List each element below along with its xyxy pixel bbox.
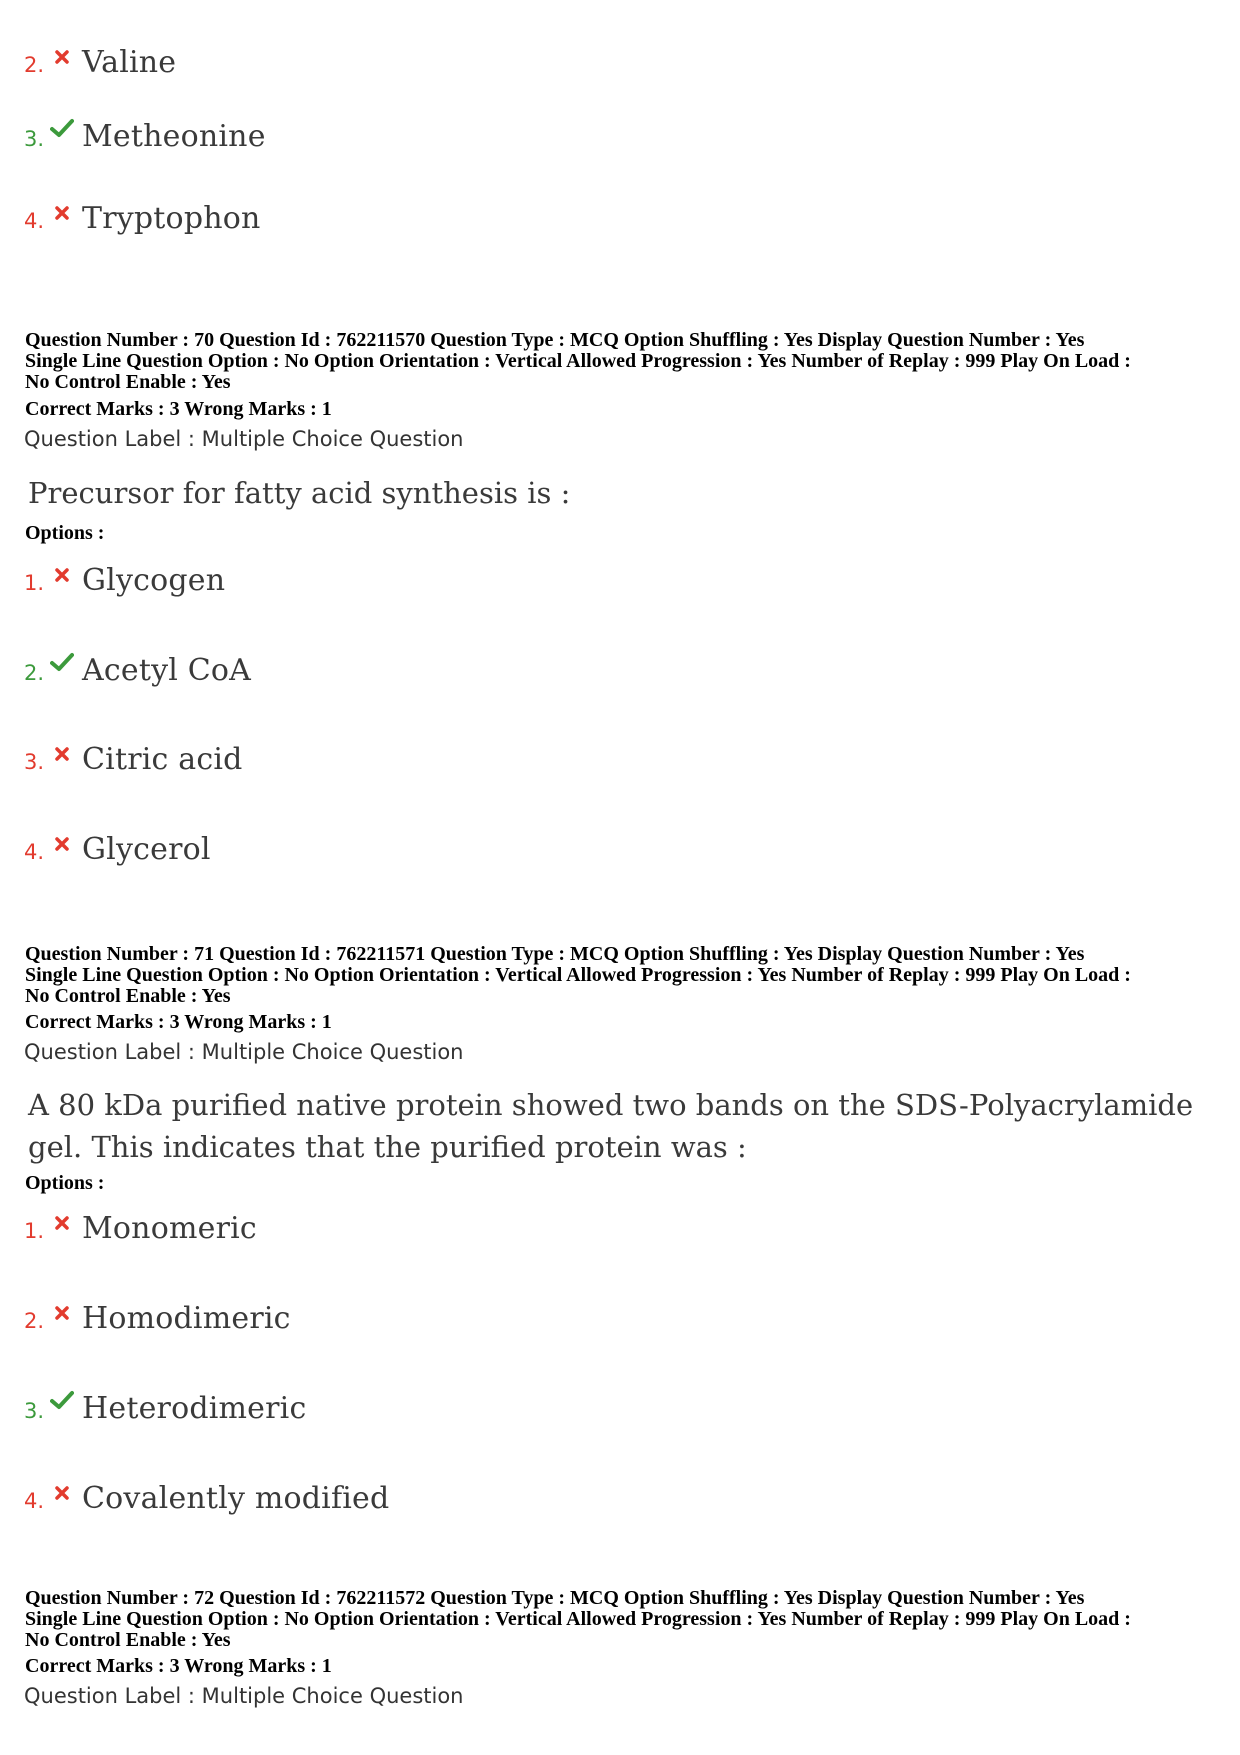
meta-line: No Control Enable : Yes — [25, 985, 231, 1007]
option-number: 3. — [24, 127, 45, 151]
option-row — [24, 112, 266, 152]
option-number: 1. — [24, 571, 45, 595]
option-text: Valine — [82, 45, 177, 80]
option-number: 1. — [24, 1219, 45, 1243]
option-row — [24, 1294, 291, 1334]
option-row — [24, 735, 243, 775]
option-row — [24, 194, 261, 234]
question-text — [28, 1084, 1208, 1168]
meta-line: Question Number : 71 Question Id : 762211571 Question Type : MCQ Option Shuffling : Yes Display Question Number : Yes — [25, 943, 1085, 965]
option-text: Metheonine — [82, 119, 266, 154]
option-number: 2. — [24, 1309, 45, 1333]
cross-icon — [48, 206, 76, 234]
cross-icon — [48, 1216, 76, 1244]
question-label: Question Label : Multiple Choice Question — [24, 1684, 464, 1708]
question-meta — [25, 1588, 1225, 1651]
cross-icon — [48, 1306, 76, 1334]
option-number: 3. — [24, 750, 45, 774]
question-text-line: gel. This indicates that the purified protein was : — [28, 1130, 747, 1164]
options-heading: Options : — [25, 522, 105, 544]
option-row — [24, 556, 225, 596]
check-icon — [48, 1390, 76, 1424]
option-text: Glycogen — [82, 563, 226, 598]
options-heading: Options : — [25, 1172, 105, 1194]
option-text: Monomeric — [82, 1211, 257, 1246]
option-number: 2. — [24, 661, 45, 685]
option-row — [24, 825, 211, 865]
question-meta — [25, 944, 1225, 1007]
cross-icon — [48, 568, 76, 596]
option-row — [24, 646, 251, 686]
option-number: 4. — [24, 209, 45, 233]
question-label: Question Label : Multiple Choice Question — [24, 1040, 464, 1064]
option-row — [24, 1204, 257, 1244]
option-text: Glycerol — [82, 832, 211, 867]
option-number: 3. — [24, 1399, 45, 1423]
cross-icon — [48, 50, 76, 78]
option-text: Covalently modified — [82, 1481, 390, 1516]
option-text: Citric acid — [82, 742, 243, 777]
meta-line: No Control Enable : Yes — [25, 371, 231, 393]
option-text: Acetyl CoA — [82, 653, 252, 688]
question-text: Precursor for fatty acid synthesis is : — [28, 476, 571, 510]
option-text: Tryptophon — [82, 201, 261, 236]
meta-line: No Control Enable : Yes — [25, 1629, 231, 1651]
option-text: Heterodimeric — [82, 1391, 307, 1426]
check-icon — [48, 118, 76, 152]
option-row — [24, 38, 176, 78]
marks-line: Correct Marks : 3 Wrong Marks : 1 — [25, 1655, 332, 1677]
question-meta — [25, 330, 1225, 393]
meta-line: Question Number : 70 Question Id : 762211570 Question Type : MCQ Option Shuffling : Yes Display Question Number : Yes — [25, 329, 1085, 351]
question-label: Question Label : Multiple Choice Question — [24, 427, 464, 451]
meta-line: Question Number : 72 Question Id : 762211572 Question Type : MCQ Option Shuffling : Yes Display Question Number : Yes — [25, 1587, 1085, 1609]
option-number: 4. — [24, 1489, 45, 1513]
cross-icon — [48, 837, 76, 865]
option-row — [24, 1384, 306, 1424]
option-text: Homodimeric — [82, 1301, 291, 1336]
question-text-line: A 80 kDa purified native protein showed two bands on the SDS-Polyacrylamide — [28, 1088, 1194, 1122]
meta-line: Single Line Question Option : No Option Orientation : Vertical Allowed Progression : Yes Number of Replay : 999 Play On Load : — [25, 1608, 1131, 1630]
cross-icon — [48, 747, 76, 775]
marks-line: Correct Marks : 3 Wrong Marks : 1 — [25, 1011, 332, 1033]
cross-icon — [48, 1486, 76, 1514]
marks-line: Correct Marks : 3 Wrong Marks : 1 — [25, 398, 332, 420]
option-number: 4. — [24, 840, 45, 864]
meta-line: Single Line Question Option : No Option Orientation : Vertical Allowed Progression : Yes Number of Replay : 999 Play On Load : — [25, 964, 1131, 986]
meta-line: Single Line Question Option : No Option Orientation : Vertical Allowed Progression : Yes Number of Replay : 999 Play On Load : — [25, 350, 1131, 372]
option-row — [24, 1474, 389, 1514]
option-number: 2. — [24, 53, 45, 77]
check-icon — [48, 652, 76, 686]
